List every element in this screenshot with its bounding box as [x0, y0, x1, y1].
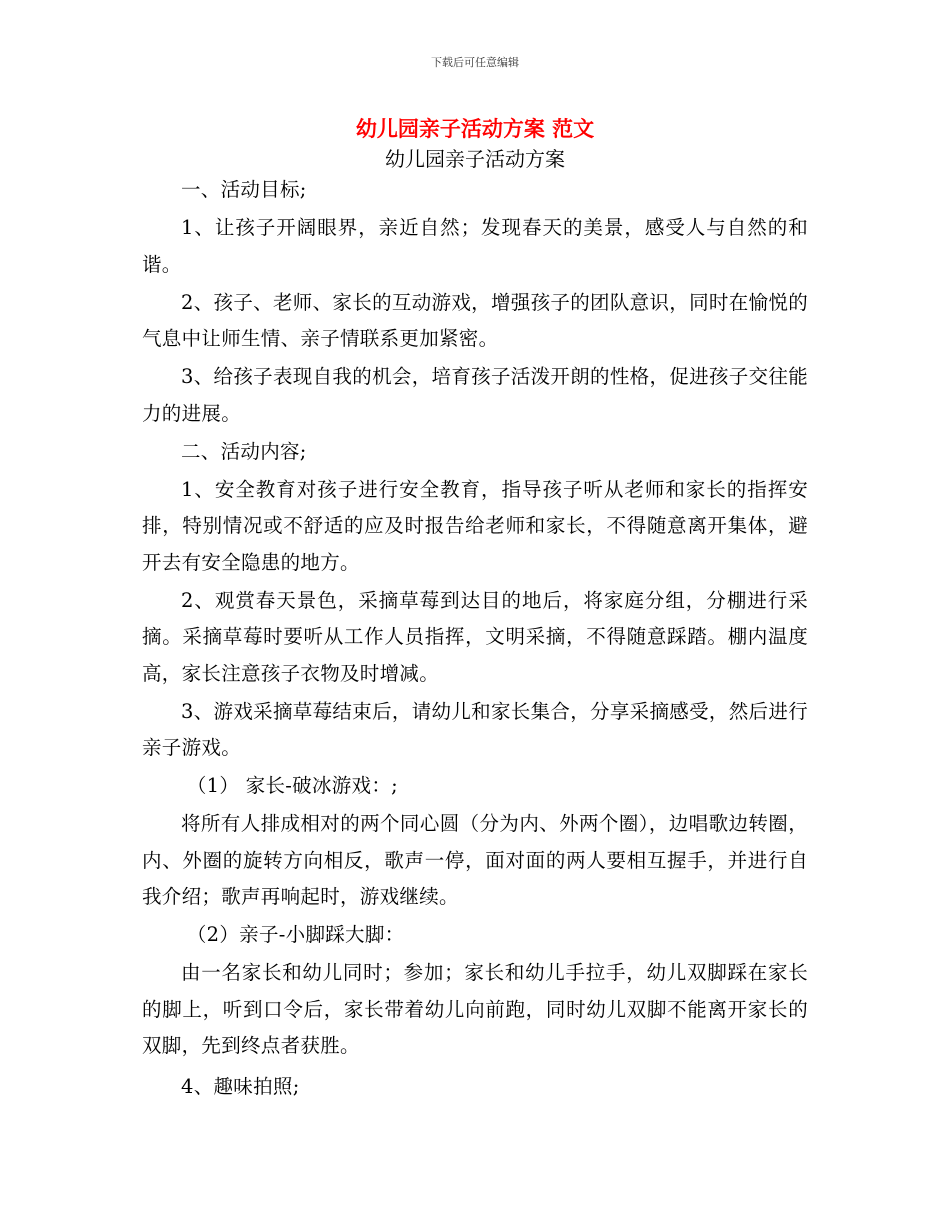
- paragraph-game-2: 由一名家长和幼儿同时；参加；家长和幼儿手拉手，幼儿双脚踩在家长的脚上，听到口令后，家长带着幼儿向前跑，同时幼儿双脚不能离开家长的双脚，先到终点者获胜。: [142, 961, 808, 1057]
- section-heading-content: 二、活动内容;: [181, 439, 307, 463]
- paragraph-goal-1: 1、让孩子开阔眼界，亲近自然；发现春天的美景，感受人与自然的和谐。: [142, 216, 808, 276]
- paragraph-content-1: 1、安全教育对孩子进行安全教育，指导孩子听从老师和家长的指挥安排，特别情况或不舒适的应及时报告给老师和家长，不得随意离开集体，避开去有安全隐患的地方。: [142, 477, 808, 574]
- paragraph-content-2: 2、观赏春天景色，采摘草莓到达目的地后，将家庭分组，分棚进行采摘。采摘草莓时要听从工作人员指挥，文明采摘，不得随意踩踏。棚内温度高，家长注意孩子衣物及时增减。: [142, 588, 808, 685]
- paragraph-content-4: 4、趣味拍照;: [181, 1074, 300, 1098]
- document-body: [142, 172, 808, 1107]
- document-subtitle: 幼儿园亲子活动方案: [385, 147, 565, 171]
- paragraph-goal-3: 3、给孩子表现自我的机会，培育孩子活泼开朗的性格，促进孩子交往能力的进展。: [142, 365, 808, 425]
- header-note: 下载后可任意编辑: [431, 56, 519, 69]
- document-title: 幼儿园亲子活动方案 范文: [355, 117, 595, 141]
- paragraph-content-3: 3、游戏采摘草莓结束后，请幼儿和家长集合，分享采摘感受，然后进行亲子游戏。: [142, 699, 808, 759]
- game-heading-2: （2）亲子-小脚踩大脚：: [186, 923, 405, 946]
- paragraph-goal-2: 2、孩子、老师、家长的互动游戏，增强孩子的团队意识，同时在愉悦的气息中让师生情、亲子情联系更加紧密。: [142, 290, 808, 350]
- paragraph-game-1: 将所有人排成相对的两个同心圆（分为内、外两个圈），边唱歌边转圈，内、外圈的旋转方向相反，歌声一停，面对面的两人要相互握手，并进行自我介绍；歌声再响起时，游戏继续。: [142, 812, 808, 908]
- section-heading-goals: 一、活动目标;: [181, 178, 307, 201]
- game-heading-1: （1） 家长-破冰游戏：;: [186, 774, 399, 797]
